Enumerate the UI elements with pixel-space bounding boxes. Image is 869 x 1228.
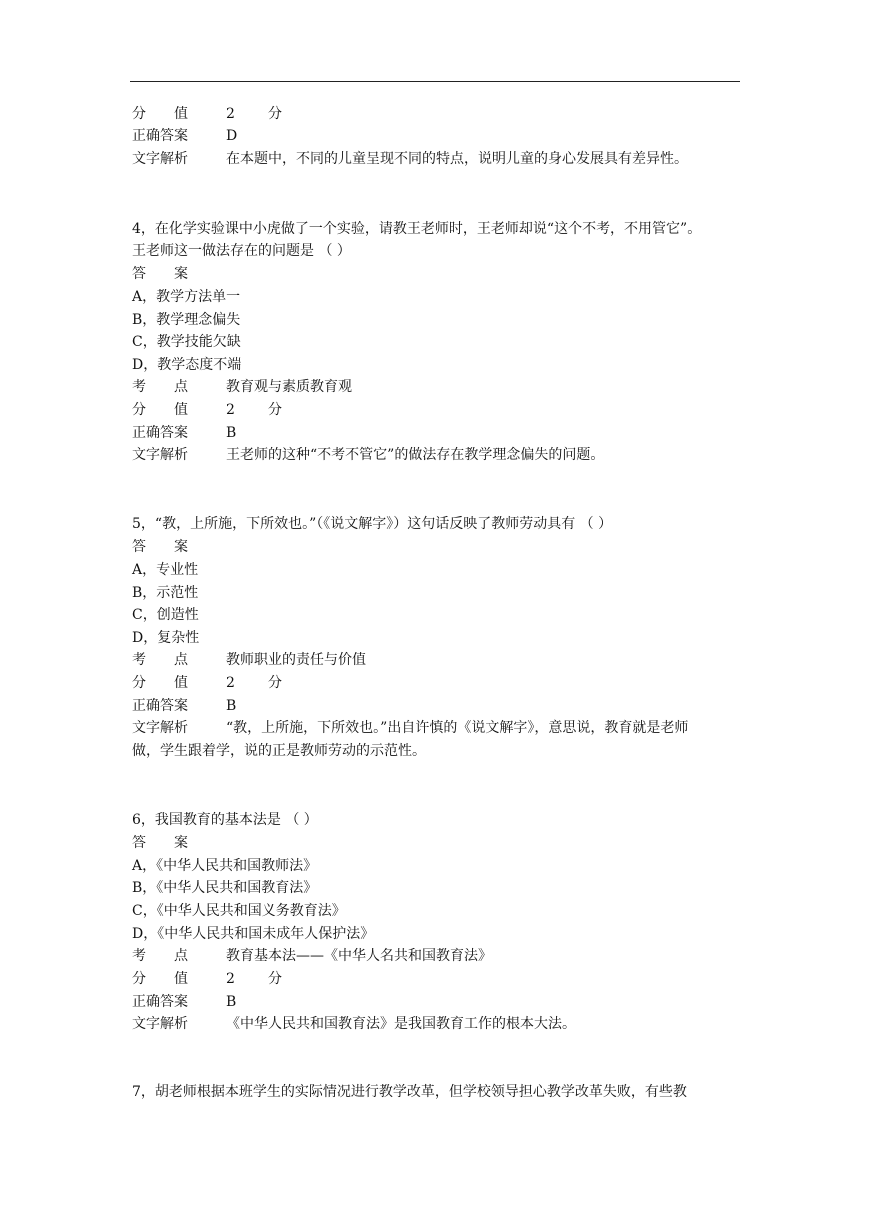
q3-answer-label: 正确答案: [132, 128, 188, 144]
q3-analysis-text: 在本题中，不同的儿童呈现不同的特点，说明儿童的身心发展具有差异性。: [226, 151, 688, 167]
q6-point-text: 教育基本法——《中华人名共和国教育法》: [226, 948, 492, 964]
header-rule: [130, 81, 740, 82]
q4-answer-header: 答 案: [132, 266, 188, 282]
q6-point-label: 考 点: [132, 948, 188, 964]
q6-option-b: B，《中华人民共和国教育法》: [132, 880, 318, 896]
q4-analysis-row: [132, 446, 604, 464]
q5-option-b: B，示范性: [132, 585, 199, 601]
q5-score-row: [132, 674, 282, 692]
q4-score-row: [132, 401, 282, 419]
q5-analysis-text-line2: 做，学生跟着学，说的正是教师劳动的示范性。: [132, 743, 426, 759]
q5-stem-line1: 5，“教，上所施，下所效也。”（《说文解字》）这句话反映了教师劳动具有 （ ）: [132, 516, 613, 532]
q6-stem-line1: 6，我国教育的基本法是 （ ）: [132, 812, 318, 828]
q5-analysis-row: [132, 719, 688, 737]
q6-score-row: [132, 970, 282, 988]
q6-point-row: [132, 947, 492, 965]
q4-score-value: 2: [226, 402, 235, 418]
q6-answer-value: B: [226, 994, 237, 1010]
q3-analysis-label: 文字解析: [132, 151, 188, 167]
q3-score-value: 2: [226, 106, 235, 122]
q4-stem-line2: 王老师这一做法存在的问题是 （ ）: [132, 243, 351, 259]
q5-analysis-text-line1: “教，上所施，下所效也。”出自许慎的《说文解字》，意思说，教育就是老师: [226, 720, 689, 736]
q3-score-row: [132, 105, 282, 123]
q4-point-text: 教育观与素质教育观: [226, 379, 352, 395]
q5-option-a: A，专业性: [132, 562, 199, 578]
q6-score-unit: 分: [268, 971, 282, 987]
q4-option-a: A，教学方法单一: [132, 289, 241, 305]
q4-analysis-text: 王老师的这种“不考不管它”的做法存在教学理念偏失的问题。: [226, 447, 605, 463]
q6-analysis-row: [132, 1015, 576, 1033]
q5-score-label: 分 值: [132, 675, 188, 691]
q6-answer-label: 正确答案: [132, 994, 188, 1010]
q6-option-c: C，《中华人民共和国义务教育法》: [132, 903, 346, 919]
q5-answer-row: [132, 697, 236, 715]
q6-answer-header: 答 案: [132, 835, 188, 851]
q5-answer-header: 答 案: [132, 539, 188, 555]
q4-answer-label: 正确答案: [132, 425, 188, 441]
q3-score-label: 分 值: [132, 106, 188, 122]
q3-score-unit: 分: [268, 106, 282, 122]
q7-stem-line1: 7，胡老师根据本班学生的实际情况进行教学改革，但学校领导担心教学改革失败，有些教: [132, 1084, 687, 1100]
q5-score-value: 2: [226, 675, 235, 691]
q5-analysis-label: 文字解析: [132, 720, 188, 736]
q6-analysis-text: 《中华人民共和国教育法》是我国教育工作的根本大法。: [226, 1016, 576, 1032]
q6-analysis-label: 文字解析: [132, 1016, 188, 1032]
q5-option-d: D，复杂性: [132, 630, 200, 646]
q4-score-unit: 分: [268, 402, 282, 418]
q4-option-c: C，教学技能欠缺: [132, 334, 241, 350]
q4-stem-line1: 4，在化学实验课中小虎做了一个实验，请教王老师时，王老师却说“这个不考，不用管它”。: [132, 221, 702, 237]
q3-answer-row: [132, 127, 237, 145]
q6-option-a: A，《中华人民共和国教师法》: [132, 858, 318, 874]
q5-point-text: 教师职业的责任与价值: [226, 652, 366, 668]
q5-answer-label: 正确答案: [132, 698, 188, 714]
q4-option-b: B，教学理念偏失: [132, 312, 241, 328]
q5-option-c: C，创造性: [132, 607, 199, 623]
q3-analysis-row: [132, 150, 688, 168]
q4-point-label: 考 点: [132, 379, 188, 395]
q4-option-d: D，教学态度不端: [132, 357, 242, 373]
q5-point-row: [132, 651, 366, 669]
q6-score-value: 2: [226, 971, 235, 987]
q6-score-label: 分 值: [132, 971, 188, 987]
q6-answer-row: [132, 993, 236, 1011]
q5-score-unit: 分: [268, 675, 282, 691]
q4-analysis-label: 文字解析: [132, 447, 188, 463]
q4-answer-value: B: [226, 425, 237, 441]
q6-option-d: D，《中华人民共和国未成年人保护法》: [132, 926, 375, 942]
q4-point-row: [132, 378, 352, 396]
q4-answer-row: [132, 424, 236, 442]
q5-answer-value: B: [226, 698, 237, 714]
q5-point-label: 考 点: [132, 652, 188, 668]
q4-score-label: 分 值: [132, 402, 188, 418]
q3-answer-value: D: [226, 128, 238, 144]
